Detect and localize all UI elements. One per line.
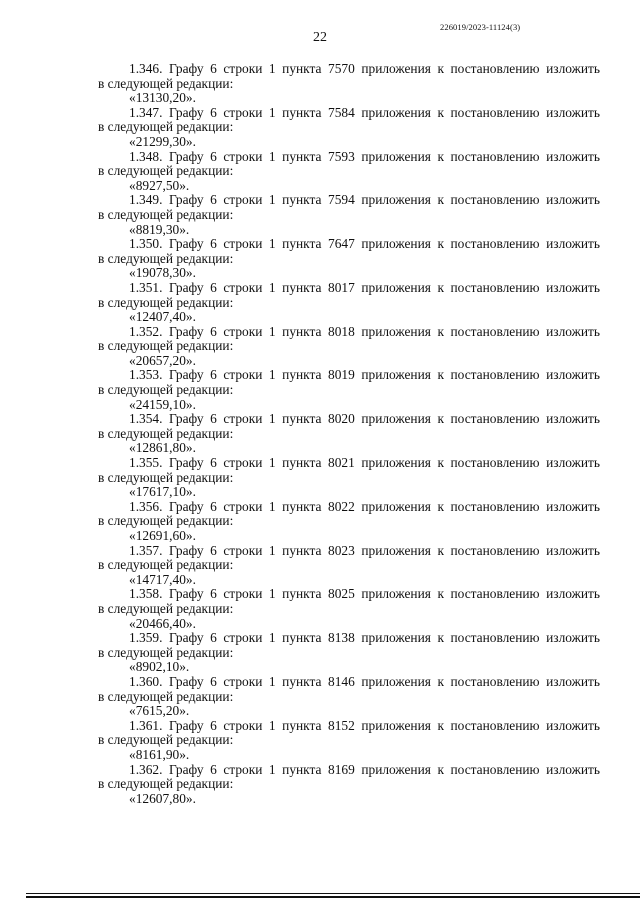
amendment-word: строки bbox=[223, 673, 263, 689]
amendment-word: изложить bbox=[546, 586, 600, 602]
amendment-value: «24159,10». bbox=[129, 396, 196, 412]
amendment-word: Графу bbox=[169, 542, 204, 558]
amendment-word: строки bbox=[223, 367, 263, 383]
amendment-word: изложить bbox=[546, 279, 600, 295]
amendment-word: к bbox=[437, 323, 444, 339]
amendment-word: изложить bbox=[546, 61, 600, 76]
amendment-word: 1 bbox=[268, 761, 276, 777]
amendment-point-number: 8152 bbox=[328, 717, 355, 733]
amendment-first-line bbox=[98, 325, 600, 340]
amendment-word: 6 bbox=[210, 673, 217, 689]
amendment-word: пункта bbox=[282, 498, 322, 514]
amendment-word: к bbox=[437, 673, 444, 689]
amendment-number: 1.346. bbox=[129, 61, 163, 76]
amendment-word: строки bbox=[223, 717, 263, 733]
amendment-word: Графу bbox=[169, 455, 204, 471]
amendment-word: 6 bbox=[210, 236, 217, 252]
amendment-word: 6 bbox=[210, 761, 217, 777]
amendment-word: изложить bbox=[546, 455, 600, 471]
amendment-tail: в следующей редакции: bbox=[98, 382, 234, 398]
amendment-word: к bbox=[437, 630, 444, 646]
amendment-item bbox=[98, 456, 600, 500]
amendment-word: 1 bbox=[268, 104, 276, 120]
amendment-word: к bbox=[437, 192, 444, 208]
amendment-word: строки bbox=[223, 542, 263, 558]
amendment-word: 1 bbox=[268, 673, 276, 689]
amendment-word: строки bbox=[223, 498, 263, 514]
amendment-word: изложить bbox=[546, 673, 600, 689]
amendment-word: к bbox=[437, 61, 444, 76]
amendment-word: постановлению bbox=[450, 717, 540, 733]
amendment-word: приложения bbox=[361, 498, 431, 514]
amendment-value: «8927,50». bbox=[129, 177, 190, 193]
amendment-word: постановлению bbox=[450, 104, 540, 120]
amendment-word: к bbox=[437, 455, 444, 471]
amendment-word: постановлению bbox=[450, 367, 540, 383]
amendment-word: 6 bbox=[210, 148, 217, 164]
amendment-item bbox=[98, 62, 600, 106]
amendment-number: 1.357. bbox=[129, 542, 163, 558]
amendment-tail: в следующей редакции: bbox=[98, 732, 234, 748]
amendment-item bbox=[98, 325, 600, 369]
amendment-first-line bbox=[98, 763, 600, 778]
amendment-number: 1.354. bbox=[129, 411, 163, 427]
amendment-word: постановлению bbox=[450, 279, 540, 295]
amendment-word: 6 bbox=[210, 61, 217, 76]
amendment-word: приложения bbox=[361, 148, 431, 164]
amendment-word: пункта bbox=[282, 236, 322, 252]
amendment-word: Графу bbox=[169, 323, 204, 339]
amendment-word: изложить bbox=[546, 498, 600, 514]
amendment-first-line bbox=[98, 719, 600, 734]
amendment-item bbox=[98, 587, 600, 631]
amendment-word: 6 bbox=[210, 586, 217, 602]
amendment-word: 1 bbox=[268, 192, 276, 208]
amendment-tail: в следующей редакции: bbox=[98, 557, 234, 573]
amendment-word: Графу bbox=[169, 61, 204, 76]
amendment-first-line bbox=[98, 237, 600, 252]
amendment-word: строки bbox=[223, 148, 263, 164]
amendment-word: постановлению bbox=[450, 61, 540, 76]
amendment-number: 1.351. bbox=[129, 279, 163, 295]
amendment-word: постановлению bbox=[450, 542, 540, 558]
amendment-word: 1 bbox=[268, 367, 276, 383]
amendment-word: пункта bbox=[282, 586, 322, 602]
amendment-word: изложить bbox=[546, 411, 600, 427]
amendment-word: строки bbox=[223, 411, 263, 427]
amendment-item bbox=[98, 106, 600, 150]
amendment-word: приложения bbox=[361, 717, 431, 733]
amendment-tail: в следующей редакции: bbox=[98, 600, 234, 616]
amendment-word: 6 bbox=[210, 717, 217, 733]
amendment-point-number: 8017 bbox=[328, 279, 355, 295]
amendment-word: Графу bbox=[169, 279, 204, 295]
amendment-point-number: 8169 bbox=[328, 761, 355, 777]
amendment-word: Графу bbox=[169, 411, 204, 427]
amendment-word: постановлению bbox=[450, 455, 540, 471]
amendment-tail: в следующей редакции: bbox=[98, 513, 234, 529]
amendment-word: строки bbox=[223, 630, 263, 646]
amendment-word: приложения bbox=[361, 630, 431, 646]
amendment-tail: в следующей редакции: bbox=[98, 250, 234, 266]
amendment-word: изложить bbox=[546, 717, 600, 733]
amendment-word: приложения bbox=[361, 279, 431, 295]
amendment-tail: в следующей редакции: bbox=[98, 469, 234, 485]
amendment-first-line bbox=[98, 368, 600, 383]
amendment-word: Графу bbox=[169, 673, 204, 689]
amendment-word: постановлению bbox=[450, 673, 540, 689]
amendment-word: приложения bbox=[361, 192, 431, 208]
amendment-value: «7615,20». bbox=[129, 703, 190, 719]
amendment-number: 1.352. bbox=[129, 323, 163, 339]
amendment-word: 1 bbox=[268, 279, 276, 295]
amendment-word: 6 bbox=[210, 455, 217, 471]
amendment-number: 1.350. bbox=[129, 236, 163, 252]
amendment-word: постановлению bbox=[450, 761, 540, 777]
amendment-word: изложить bbox=[546, 104, 600, 120]
amendment-word: постановлению bbox=[450, 236, 540, 252]
amendment-word: строки bbox=[223, 455, 263, 471]
amendment-tail: в следующей редакции: bbox=[98, 163, 234, 179]
amendment-word: к bbox=[437, 236, 444, 252]
amendment-value: «8819,30». bbox=[129, 221, 190, 237]
amendment-first-line bbox=[98, 456, 600, 471]
amendment-number: 1.362. bbox=[129, 761, 163, 777]
amendment-point-number: 8025 bbox=[328, 586, 355, 602]
amendment-first-line bbox=[98, 631, 600, 646]
amendment-item bbox=[98, 412, 600, 456]
amendment-number: 1.356. bbox=[129, 498, 163, 514]
amendment-value: «17617,10». bbox=[129, 484, 196, 500]
amendment-word: строки bbox=[223, 323, 263, 339]
amendment-word: 6 bbox=[210, 104, 217, 120]
amendment-word: к bbox=[437, 498, 444, 514]
amendment-value: «8161,90». bbox=[129, 746, 190, 762]
amendment-word: Графу bbox=[169, 148, 204, 164]
amendment-number: 1.358. bbox=[129, 586, 163, 602]
amendment-word: строки bbox=[223, 761, 263, 777]
amendment-value: «8902,10». bbox=[129, 659, 190, 675]
amendment-word: пункта bbox=[282, 717, 322, 733]
amendment-value: «20657,20». bbox=[129, 352, 196, 368]
amendment-word: изложить bbox=[546, 630, 600, 646]
amendment-number: 1.361. bbox=[129, 717, 163, 733]
amendment-word: строки bbox=[223, 586, 263, 602]
amendment-item bbox=[98, 500, 600, 544]
amendment-item bbox=[98, 763, 600, 807]
amendment-word: Графу bbox=[169, 104, 204, 120]
amendment-first-line bbox=[98, 62, 600, 77]
amendment-point-number: 8020 bbox=[328, 411, 355, 427]
amendment-point-number: 7647 bbox=[328, 236, 355, 252]
amendment-value: «21299,30». bbox=[129, 133, 196, 149]
amendment-word: 6 bbox=[210, 192, 217, 208]
amendment-word: постановлению bbox=[450, 498, 540, 514]
amendment-word: 6 bbox=[210, 498, 217, 514]
amendment-word: пункта bbox=[282, 192, 322, 208]
amendment-word: к bbox=[437, 367, 444, 383]
amendment-word: Графу bbox=[169, 717, 204, 733]
amendment-word: 1 bbox=[268, 323, 276, 339]
amendment-point-number: 7593 bbox=[328, 148, 355, 164]
amendment-word: приложения bbox=[361, 761, 431, 777]
amendment-word: пункта bbox=[282, 279, 322, 295]
amendment-word: 6 bbox=[210, 542, 217, 558]
amendment-point-number: 8021 bbox=[328, 455, 355, 471]
amendment-word: изложить bbox=[546, 542, 600, 558]
amendment-first-line bbox=[98, 281, 600, 296]
amendment-point-number: 8138 bbox=[328, 630, 355, 646]
amendment-point-number: 8022 bbox=[328, 498, 355, 514]
amendment-word: 6 bbox=[210, 411, 217, 427]
amendment-value: «12607,80». bbox=[129, 790, 196, 806]
page-number: 22 bbox=[313, 30, 327, 45]
amendment-first-line bbox=[98, 675, 600, 690]
amendment-value: «14717,40». bbox=[129, 571, 196, 587]
amendment-value: «13130,20». bbox=[129, 90, 196, 106]
amendment-number: 1.353. bbox=[129, 367, 163, 383]
amendment-word: пункта bbox=[282, 61, 322, 76]
amendment-word: Графу bbox=[169, 586, 204, 602]
amendment-word: пункта bbox=[282, 104, 322, 120]
amendment-list bbox=[98, 62, 600, 806]
amendment-tail: в следующей редакции: bbox=[98, 119, 234, 135]
amendment-word: к bbox=[437, 148, 444, 164]
amendment-item bbox=[98, 237, 600, 281]
amendment-point-number: 8023 bbox=[328, 542, 355, 558]
amendment-word: Графу bbox=[169, 367, 204, 383]
amendment-word: к bbox=[437, 717, 444, 733]
amendment-first-line bbox=[98, 587, 600, 602]
amendment-word: пункта bbox=[282, 148, 322, 164]
amendment-item bbox=[98, 281, 600, 325]
amendment-number: 1.348. bbox=[129, 148, 163, 164]
amendment-word: 1 bbox=[268, 455, 276, 471]
amendment-word: пункта bbox=[282, 761, 322, 777]
amendment-number: 1.359. bbox=[129, 630, 163, 646]
amendment-tail: в следующей редакции: bbox=[98, 688, 234, 704]
amendment-word: 1 bbox=[268, 411, 276, 427]
amendment-value: «12861,80». bbox=[129, 440, 196, 456]
amendment-word: приложения bbox=[361, 455, 431, 471]
amendment-point-number: 8018 bbox=[328, 323, 355, 339]
amendment-word: приложения bbox=[361, 104, 431, 120]
amendment-word: приложения bbox=[361, 542, 431, 558]
amendment-word: пункта bbox=[282, 630, 322, 646]
amendment-word: к bbox=[437, 104, 444, 120]
amendment-word: 1 bbox=[268, 236, 276, 252]
amendment-first-line bbox=[98, 544, 600, 559]
amendment-point-number: 7584 bbox=[328, 104, 355, 120]
amendment-word: приложения bbox=[361, 323, 431, 339]
amendment-first-line bbox=[98, 193, 600, 208]
amendment-word: постановлению bbox=[450, 323, 540, 339]
amendment-word: приложения bbox=[361, 236, 431, 252]
amendment-word: 1 bbox=[268, 542, 276, 558]
amendment-tail: в следующей редакции: bbox=[98, 644, 234, 660]
amendment-word: изложить bbox=[546, 236, 600, 252]
amendment-number: 1.360. bbox=[129, 673, 163, 689]
amendment-value: «12691,60». bbox=[129, 528, 196, 543]
amendment-tail: в следующей редакции: bbox=[98, 425, 234, 441]
amendment-word: 1 bbox=[268, 61, 276, 76]
amendment-word: пункта bbox=[282, 542, 322, 558]
amendment-word: строки bbox=[223, 104, 263, 120]
amendment-tail: в следующей редакции: bbox=[98, 776, 234, 792]
amendment-item bbox=[98, 193, 600, 237]
amendment-word: к bbox=[437, 411, 444, 427]
amendment-first-line bbox=[98, 412, 600, 427]
amendment-word: 1 bbox=[268, 717, 276, 733]
amendment-word: к bbox=[437, 761, 444, 777]
amendment-first-line bbox=[98, 150, 600, 165]
amendment-item bbox=[98, 719, 600, 763]
amendment-value: «20466,40». bbox=[129, 615, 196, 631]
amendment-word: Графу bbox=[169, 498, 204, 514]
amendment-item bbox=[98, 368, 600, 412]
amendment-word: постановлению bbox=[450, 192, 540, 208]
amendment-word: 1 bbox=[268, 148, 276, 164]
amendment-tail: в следующей редакции: bbox=[98, 206, 234, 222]
amendment-item bbox=[98, 631, 600, 675]
amendment-word: изложить bbox=[546, 367, 600, 383]
amendment-value: «19078,30». bbox=[129, 265, 196, 281]
amendment-word: изложить bbox=[546, 148, 600, 164]
amendment-point-number: 7570 bbox=[328, 61, 355, 76]
amendment-word: строки bbox=[223, 279, 263, 295]
amendment-word: приложения bbox=[361, 586, 431, 602]
amendment-word: пункта bbox=[282, 673, 322, 689]
amendment-item bbox=[98, 150, 600, 194]
amendment-word: 6 bbox=[210, 279, 217, 295]
amendment-word: приложения bbox=[361, 411, 431, 427]
document-id: 226019/2023-11124(3) bbox=[440, 22, 521, 32]
amendment-word: пункта bbox=[282, 411, 322, 427]
amendment-word: строки bbox=[223, 236, 263, 252]
amendment-word: 6 bbox=[210, 630, 217, 646]
amendment-word: приложения bbox=[361, 61, 431, 76]
amendment-word: 1 bbox=[268, 498, 276, 514]
amendment-word: постановлению bbox=[450, 586, 540, 602]
amendment-word: строки bbox=[223, 61, 263, 76]
amendment-word: 1 bbox=[268, 630, 276, 646]
amendment-word: Графу bbox=[169, 192, 204, 208]
amendment-word: пункта bbox=[282, 323, 322, 339]
amendment-word: к bbox=[437, 279, 444, 295]
amendment-word: Графу bbox=[169, 761, 204, 777]
amendment-word: строки bbox=[223, 192, 263, 208]
document-body bbox=[98, 62, 600, 806]
amendment-point-number: 8019 bbox=[328, 367, 355, 383]
amendment-first-line bbox=[98, 106, 600, 121]
amendment-number: 1.347. bbox=[129, 104, 163, 120]
amendment-number: 1.349. bbox=[129, 192, 163, 208]
amendment-word: постановлению bbox=[450, 148, 540, 164]
amendment-word: постановлению bbox=[450, 411, 540, 427]
amendment-word: к bbox=[437, 586, 444, 602]
amendment-word: 6 bbox=[210, 323, 217, 339]
amendment-word: 6 bbox=[210, 367, 217, 383]
amendment-item bbox=[98, 544, 600, 588]
amendment-word: пункта bbox=[282, 367, 322, 383]
amendment-word: изложить bbox=[546, 323, 600, 339]
amendment-tail: в следующей редакции: bbox=[98, 338, 234, 354]
amendment-word: приложения bbox=[361, 367, 431, 383]
amendment-word: приложения bbox=[361, 673, 431, 689]
amendment-word: к bbox=[437, 542, 444, 558]
amendment-word: изложить bbox=[546, 761, 600, 777]
amendment-tail: в следующей редакции: bbox=[98, 294, 234, 310]
bottom-rule-thick bbox=[26, 896, 640, 898]
amendment-word: 1 bbox=[268, 586, 276, 602]
amendment-first-line bbox=[98, 500, 600, 515]
amendment-item bbox=[98, 675, 600, 719]
bottom-rule-thin bbox=[26, 893, 640, 894]
amendment-value: «12407,40». bbox=[129, 309, 196, 325]
amendment-word: Графу bbox=[169, 630, 204, 646]
amendment-word: Графу bbox=[169, 236, 204, 252]
amendment-tail: в следующей редакции: bbox=[98, 75, 234, 91]
amendment-number: 1.355. bbox=[129, 455, 163, 471]
amendment-point-number: 7594 bbox=[328, 192, 355, 208]
amendment-word: пункта bbox=[282, 455, 322, 471]
amendment-point-number: 8146 bbox=[328, 673, 355, 689]
amendment-word: постановлению bbox=[450, 630, 540, 646]
amendment-word: изложить bbox=[546, 192, 600, 208]
